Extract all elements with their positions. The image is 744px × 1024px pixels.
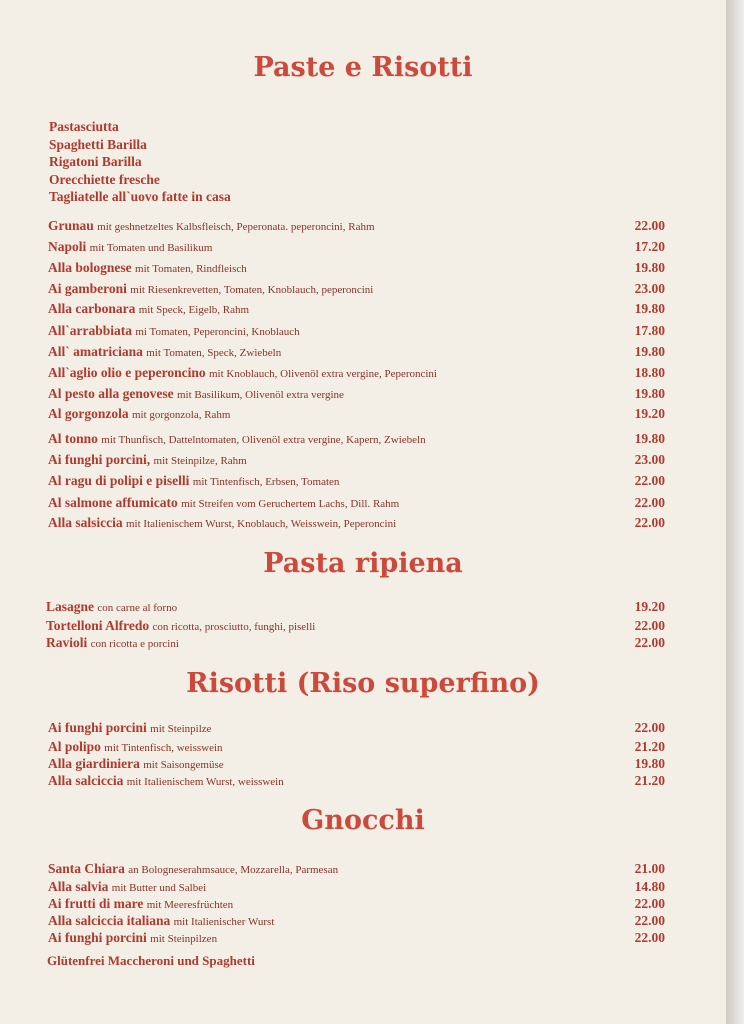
item-price: 17.80 xyxy=(634,323,665,338)
menu-item xyxy=(46,634,665,652)
menu-item xyxy=(48,451,665,469)
item-name: Santa Chiara xyxy=(48,861,125,876)
item-description: mit Italienischer Wurst xyxy=(173,916,275,928)
menu-item xyxy=(48,772,665,790)
section-title-gnocchi: Gnocchi xyxy=(301,805,425,836)
item-description: con carne al forno xyxy=(97,602,178,614)
item-description: mit Riesenkrevetten, Tomaten, Knoblauch, peperoncini xyxy=(130,284,374,296)
item-name: Al pesto alla genovese xyxy=(48,386,174,401)
item-name: Al gorgonzola xyxy=(48,406,129,421)
item-name: Napoli xyxy=(48,239,87,254)
pasta-type-list xyxy=(49,118,231,206)
menu-item xyxy=(48,217,665,235)
item-description: mit geshnetzeltes Kalbsfleisch, Peperonata. peperoncini, Rahm xyxy=(97,221,375,233)
item-name: Al polipo xyxy=(48,739,101,754)
page-edge xyxy=(726,0,744,1024)
item-name: All`arrabbiata xyxy=(48,323,132,338)
item-description: mit Italienischem Wurst, Knoblauch, Weisswein, Peperoncini xyxy=(126,518,397,530)
item-price: 22.00 xyxy=(634,913,665,928)
item-name: Alla carbonara xyxy=(48,301,136,316)
menu-item xyxy=(48,300,665,318)
item-name: All` amatriciana xyxy=(48,344,143,359)
item-name: Ai funghi porcini xyxy=(48,720,147,735)
menu-item xyxy=(48,364,665,382)
item-description: mit Steinpilze, Rahm xyxy=(153,455,247,467)
item-description: mit Tomaten und Basilikum xyxy=(89,242,213,254)
item-price: 22.00 xyxy=(634,473,665,488)
item-name: Ai funghi porcini, xyxy=(48,452,151,467)
gluten-free-note: Glütenfrei Maccheroni und Spaghetti xyxy=(47,953,255,968)
item-price: 19.80 xyxy=(634,431,665,446)
item-description: mit Saisongemüse xyxy=(143,759,224,771)
menu-item xyxy=(48,259,665,277)
item-price: 19.80 xyxy=(634,344,665,359)
item-description: mit Streifen vom Geruchertem Lachs, Dill. Rahm xyxy=(181,498,400,510)
item-price: 22.00 xyxy=(634,720,665,735)
item-price: 21.00 xyxy=(634,861,665,876)
item-price: 21.20 xyxy=(634,773,665,788)
menu-item xyxy=(48,238,665,256)
item-description: mit Italienischem Wurst, weisswein xyxy=(126,776,284,788)
item-name: Ai frutti di mare xyxy=(48,896,144,911)
menu-item xyxy=(48,860,665,878)
item-price: 22.00 xyxy=(634,896,665,911)
pasta-type: Pastasciutta xyxy=(49,119,119,134)
item-description: mit Basilikum, Olivenöl extra vergine xyxy=(177,389,344,401)
item-name: Alla salciccia italiana xyxy=(48,913,171,928)
menu-item xyxy=(48,514,665,532)
item-description: mi Tomaten, Peperoncini, Knoblauch xyxy=(135,326,300,338)
item-name: Ai gamberoni xyxy=(48,281,127,296)
item-name: Alla bolognese xyxy=(48,260,132,275)
item-name: Alla salsiccia xyxy=(48,515,123,530)
item-name: Grunau xyxy=(48,218,94,233)
item-description: mit Meeresfrüchten xyxy=(146,899,234,911)
item-name: Ravioli xyxy=(46,635,88,650)
menu-item xyxy=(46,598,665,616)
item-description: mit Tomaten, Speck, Zwiebeln xyxy=(146,347,282,359)
item-price: 22.00 xyxy=(634,930,665,945)
item-description: con ricotta e porcini xyxy=(90,638,179,650)
menu-item xyxy=(48,405,665,423)
item-description: mit gorgonzola, Rahm xyxy=(132,409,231,421)
menu-item xyxy=(48,280,665,298)
section-title-paste: Paste e Risotti xyxy=(253,52,473,83)
item-description: mit Butter und Salbei xyxy=(111,882,207,894)
item-price: 22.00 xyxy=(634,618,665,633)
menu-item xyxy=(48,755,665,773)
item-price: 19.20 xyxy=(634,406,665,421)
item-price: 21.20 xyxy=(634,739,665,754)
menu-item xyxy=(48,343,665,361)
menu-item xyxy=(48,472,665,490)
item-name: Ai funghi porcini xyxy=(48,930,147,945)
pasta-type: Spaghetti Barilla xyxy=(49,136,147,152)
item-price: 22.00 xyxy=(634,635,665,650)
menu-item xyxy=(48,929,665,947)
menu-item xyxy=(48,895,665,913)
menu-item xyxy=(48,430,665,448)
item-name: Lasagne xyxy=(46,599,95,614)
item-name: Al ragu di polipi e piselli xyxy=(48,473,190,488)
item-description: con ricotta, prosciutto, funghi, piselli xyxy=(152,621,316,633)
item-description: mit Speck, Eigelb, Rahm xyxy=(138,304,250,316)
item-price: 17.20 xyxy=(634,239,665,254)
item-price: 22.00 xyxy=(634,218,665,233)
item-name: Alla salvia xyxy=(48,879,109,894)
item-price: 22.00 xyxy=(634,515,665,530)
item-name: Al tonno xyxy=(48,431,98,446)
item-description: mit Tintenfisch, Erbsen, Tomaten xyxy=(192,476,340,488)
menu-item xyxy=(48,878,665,896)
item-price: 23.00 xyxy=(634,452,665,467)
item-description: mit Knoblauch, Olivenöl extra vergine, Peperoncini xyxy=(209,368,437,380)
section-title-ripiena: Pasta ripiena xyxy=(263,548,463,579)
menu-item xyxy=(48,738,665,756)
menu-item xyxy=(48,322,665,340)
item-price: 19.80 xyxy=(634,301,665,316)
menu-item xyxy=(48,385,665,403)
menu-item xyxy=(48,719,665,737)
item-name: Al salmone affumicato xyxy=(48,495,178,510)
item-description: mit Thunfisch, Dattelntomaten, Olivenöl extra vergine, Kapern, Zwiebeln xyxy=(101,434,426,446)
item-description: an Bologneserahmsauce, Mozzarella, Parmesan xyxy=(128,864,339,876)
pasta-type: Tagliatelle all`uovo fatte in casa xyxy=(49,189,231,204)
item-name: Alla giardiniera xyxy=(48,756,140,771)
item-description: mit Steinpilze xyxy=(150,723,212,735)
pasta-type: Rigatoni Barilla xyxy=(49,154,142,169)
menu-item xyxy=(48,494,665,512)
item-name: Alla salciccia xyxy=(48,773,124,788)
item-name: Tortelloni Alfredo xyxy=(46,618,150,633)
menu-item xyxy=(46,617,665,635)
item-price: 19.20 xyxy=(634,599,665,614)
item-price: 23.00 xyxy=(634,281,665,296)
item-description: mit Steinpilzen xyxy=(150,933,218,945)
menu-item xyxy=(48,912,665,930)
item-price: 18.80 xyxy=(634,365,665,380)
item-price: 19.80 xyxy=(634,260,665,275)
item-price: 19.80 xyxy=(634,386,665,401)
section-title-risotti: Risotti (Riso superfino) xyxy=(186,668,540,699)
item-price: 22.00 xyxy=(634,495,665,510)
item-price: 19.80 xyxy=(634,756,665,771)
pasta-type: Orecchiette fresche xyxy=(49,171,160,187)
item-description: mit Tintenfisch, weisswein xyxy=(104,742,223,754)
item-description: mit Tomaten, Rindfleisch xyxy=(135,263,247,275)
item-price: 14.80 xyxy=(634,879,665,894)
item-name: All`aglio olio e peperoncino xyxy=(48,365,206,380)
